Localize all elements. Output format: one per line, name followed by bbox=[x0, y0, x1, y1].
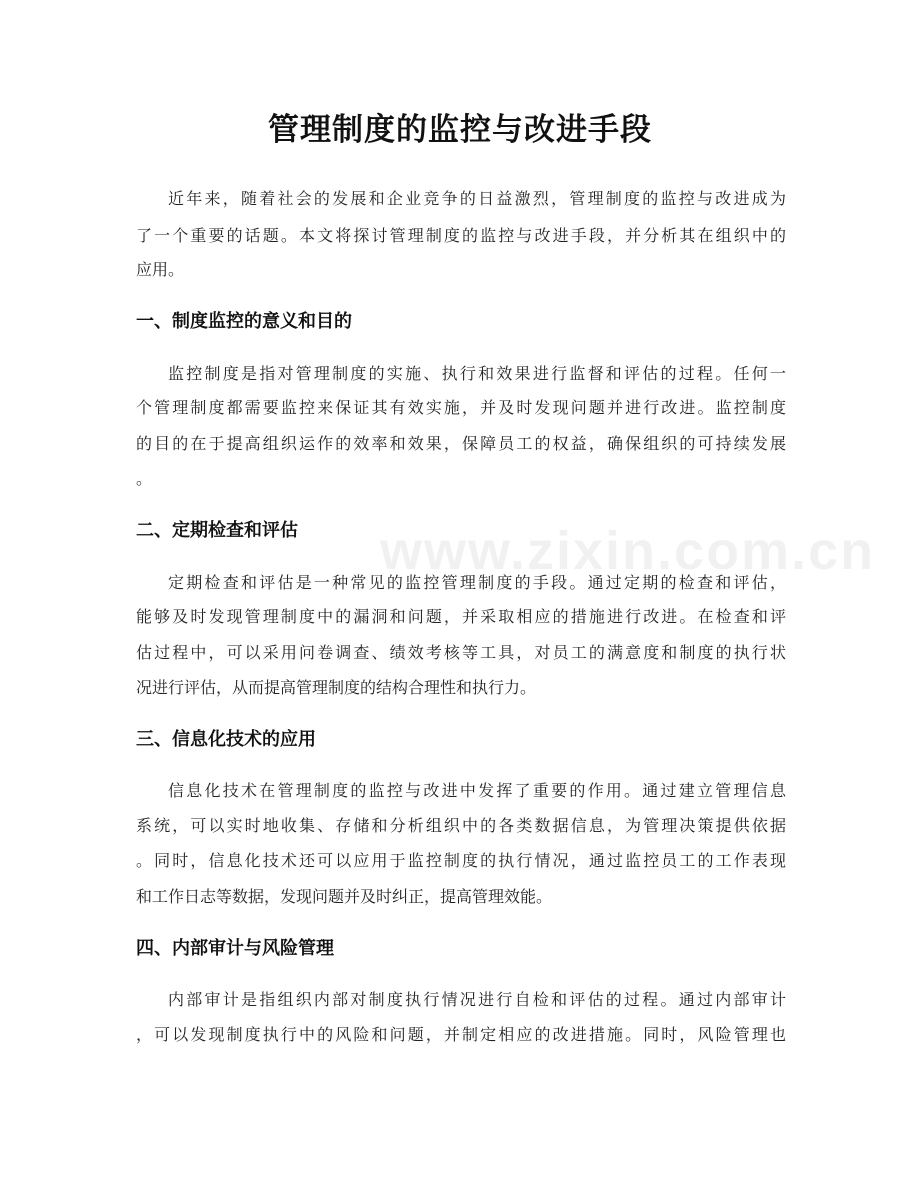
section-heading-3: 三、信息化技术的应用 bbox=[136, 729, 316, 750]
watermark: www.zixin.com.cn bbox=[380, 521, 876, 581]
intro-line: 应用。 bbox=[136, 260, 185, 279]
section-2-line: 估过程中，可以采用问卷调查、绩效考核等工具，对员工的满意度和制度的执行状 bbox=[136, 643, 786, 662]
section-4-line: 内部审计是指组织内部对制度执行情况进行自检和评估的过程。通过内部审计 bbox=[168, 990, 786, 1009]
section-1-line: 。 bbox=[136, 469, 153, 488]
section-3-line: 。同时，信息化技术还可以应用于监控制度的执行情况，通过监控员工的工作表现 bbox=[136, 851, 786, 870]
section-2-line: 况进行评估，从而提高管理制度的结构合理性和执行力。 bbox=[136, 678, 537, 697]
section-heading-2: 二、定期检查和评估 bbox=[136, 520, 298, 541]
section-3-line: 和工作日志等数据，发现问题并及时纠正，提高管理效能。 bbox=[136, 887, 553, 906]
section-2-line: 定期检查和评估是一种常见的监控管理制度的手段。通过定期的检查和评估， bbox=[168, 573, 786, 592]
section-3-line: 信息化技术在管理制度的监控与改进中发挥了重要的作用。通过建立管理信息 bbox=[168, 781, 786, 800]
section-heading-4: 四、内部审计与风险管理 bbox=[136, 938, 334, 959]
intro-line: 了一个重要的话题。本文将探讨管理制度的监控与改进手段，并分析其在组织中的 bbox=[136, 226, 786, 245]
document-title: 管理制度的监控与改进手段 bbox=[268, 112, 652, 148]
section-4-line: ，可以发现制度执行中的风险和问题，并制定相应的改进措施。同时，风险管理也 bbox=[136, 1025, 786, 1044]
section-3-line: 系统，可以实时地收集、存储和分析组织中的各类数据信息，为管理决策提供依据 bbox=[136, 816, 786, 835]
intro-line: 近年来，随着社会的发展和企业竞争的日益激烈，管理制度的监控与改进成为 bbox=[168, 189, 786, 208]
section-heading-1: 一、制度监控的意义和目的 bbox=[136, 311, 352, 332]
section-2-line: 能够及时发现管理制度中的漏洞和问题，并采取相应的措施进行改进。在检查和评 bbox=[136, 607, 786, 626]
section-1-line: 监控制度是指对管理制度的实施、执行和效果进行监督和评估的过程。任何一 bbox=[168, 364, 786, 383]
section-1-line: 个管理制度都需要监控来保证其有效实施，并及时发现问题并进行改进。监控制度 bbox=[136, 398, 786, 417]
section-1-line: 的目的在于提高组织运作的效率和效果，保障员工的权益，确保组织的可持续发展 bbox=[136, 434, 786, 453]
